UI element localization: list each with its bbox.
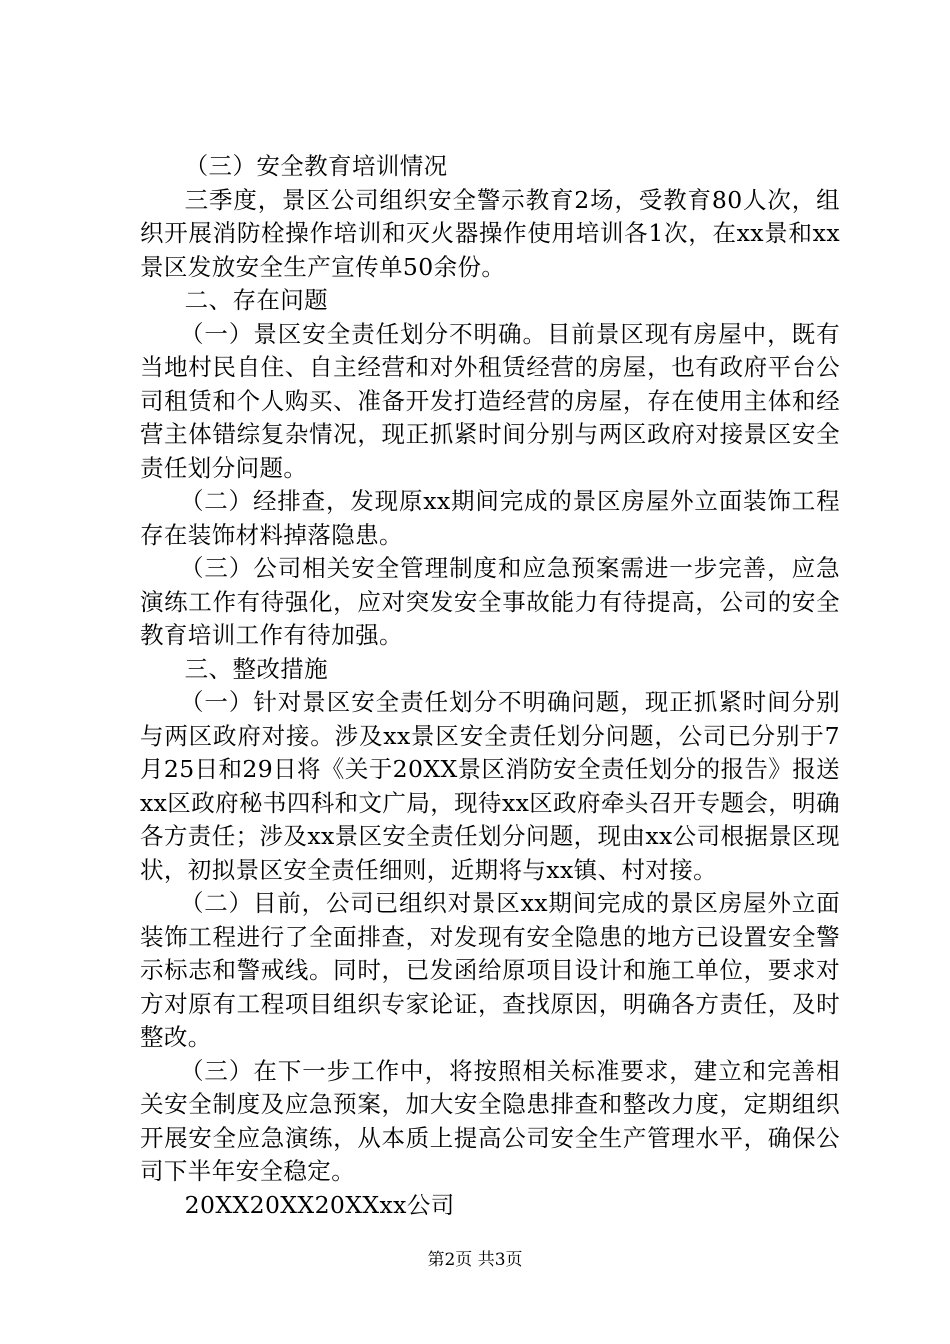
document-body xyxy=(140,150,840,1222)
paragraph-measure-2: （二）目前，公司已组织对景区xx期间完成的景区房屋外立面装饰工程进行了全面排查，对发现有安全隐患的地方已设置安全警示标志和警戒线。同时，已发函给原项目设计和施工单位，要求对方对原有工程项目组织专家论证，查找原因，明确各方责任，及时整改。 xyxy=(140,889,840,1051)
section-heading-education-training: （三）安全教育培训情况 xyxy=(184,152,448,180)
paragraph-measure-1: （一）针对景区安全责任划分不明确问题，现正抓紧时间分别与两区政府对接。涉及xx景区安全责任划分问题，公司已分别于7月25日和29日将《关于20XX景区消防安全责任划分的报告》报送xx区政府秘书四科和文广局，现待xx区政府牵头召开专题会，明确各方责任；涉及xx景区安全责任划分问题，现由xx公司根据景区现状，初拟景区安全责任细则，近期将与xx镇、村对接。 xyxy=(140,688,840,884)
page-indicator: 第2页 共3页 xyxy=(427,1250,523,1270)
page-footer xyxy=(0,1248,950,1272)
paragraph-education-training: 三季度，景区公司组织安全警示教育2场，受教育80人次，组织开展消防栓操作培训和灭火器操作使用培训各1次，在xx景和xx景区发放安全生产宣传单50余份。 xyxy=(140,185,840,281)
paragraph-measure-3: （三）在下一步工作中，将按照相关标准要求，建立和完善相关安全制度及应急预案，加大安全隐患排查和整改力度，定期组织开展安全应急演练，从本质上提高公司安全生产管理水平，确保公司下半年安全稳定。 xyxy=(140,1056,840,1185)
section-heading-measures: 三、整改措施 xyxy=(184,654,329,683)
paragraph-problem-3: （三）公司相关安全管理制度和应急预案需进一步完善，应急演练工作有待强化，应对突发安全事故能力有待提高，公司的安全教育培训工作有待加强。 xyxy=(140,554,840,649)
section-heading-problems: 二、存在问题 xyxy=(184,286,329,314)
paragraph-problem-2: （二）经排查，发现原xx期间完成的景区房屋外立面装饰工程存在装饰材料掉落隐患。 xyxy=(140,487,840,549)
signature-line: 20XX20XX20XXxx公司 xyxy=(184,1190,455,1219)
paragraph-problem-1: （一）景区安全责任划分不明确。目前景区现有房屋中，既有当地村民自住、自主经营和对外租赁经营的房屋，也有政府平台公司租赁和个人购买、准备开发打造经营的房屋，存在使用主体和经营主体错综复杂情况，现正抓紧时间分别与两区政府对接景区安全责任划分问题。 xyxy=(140,319,840,482)
